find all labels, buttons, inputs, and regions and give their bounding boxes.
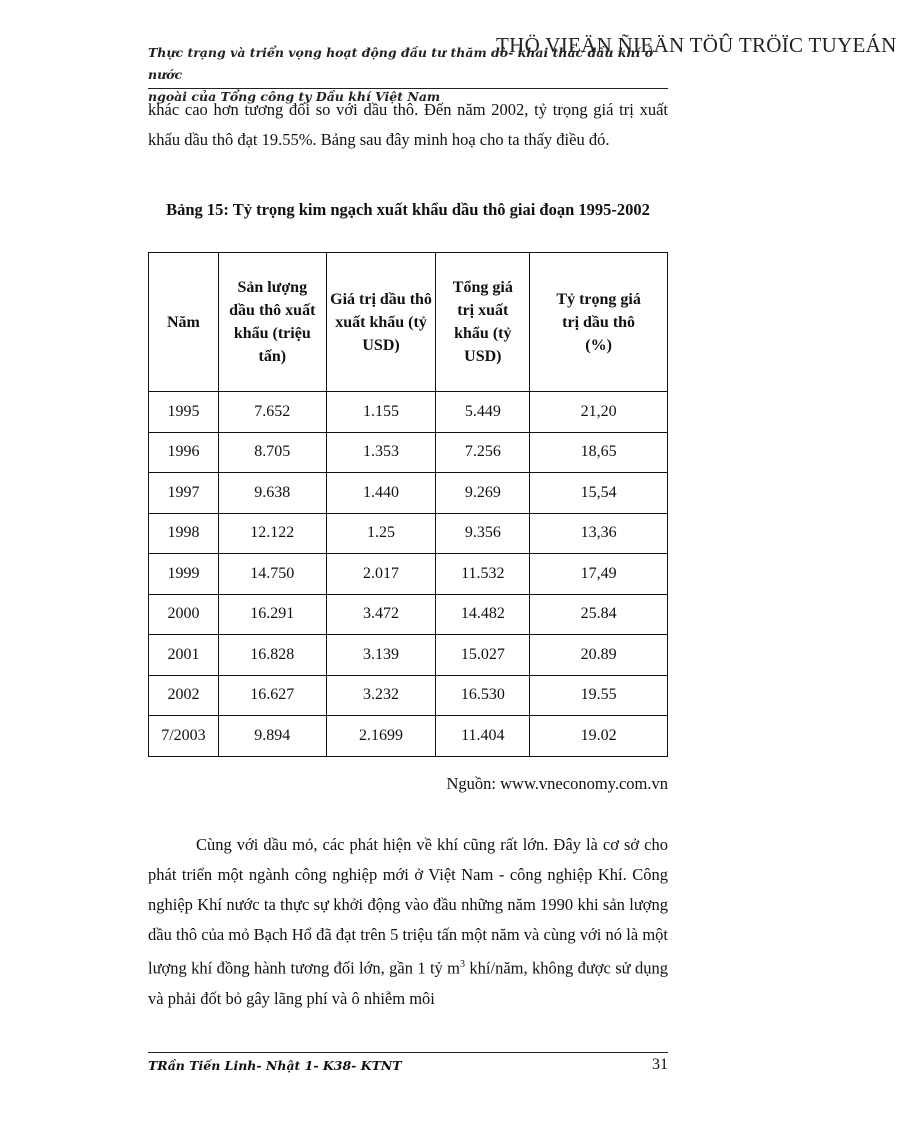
table-cell: 5.449 xyxy=(436,392,530,433)
table-cell: 7.256 xyxy=(436,432,530,473)
table-row xyxy=(149,675,668,716)
table-cell: 1999 xyxy=(149,554,219,595)
page-number: 31 xyxy=(652,1056,668,1073)
table-cell: 14.482 xyxy=(436,594,530,635)
table-cell: 20.89 xyxy=(530,635,668,676)
table-cell: 2.1699 xyxy=(326,716,436,757)
table-cell: 16.627 xyxy=(218,675,326,716)
table-cell: 18,65 xyxy=(530,432,668,473)
table-row xyxy=(149,473,668,514)
table-cell: 25.84 xyxy=(530,594,668,635)
table-cell: 21,20 xyxy=(530,392,668,433)
table-cell: 2000 xyxy=(149,594,219,635)
header-year: Năm xyxy=(149,253,219,392)
header-total-export: Tổng giá trị xuất khẩu (tỷ USD) xyxy=(436,253,530,392)
table-row xyxy=(149,392,668,433)
table-cell: 15,54 xyxy=(530,473,668,514)
header-share: Tỷ trọng giá trị dầu thô (%) xyxy=(530,253,668,392)
table-cell: 1.440 xyxy=(326,473,436,514)
header-divider xyxy=(148,88,668,89)
table-cell: 3.232 xyxy=(326,675,436,716)
export-share-table xyxy=(148,252,668,757)
table-cell: 1997 xyxy=(149,473,219,514)
table-cell: 3.139 xyxy=(326,635,436,676)
header-export-value: Giá trị dầu thô xuất khẩu (tỷ USD) xyxy=(326,253,436,392)
table-cell: 2002 xyxy=(149,675,219,716)
table-row xyxy=(149,716,668,757)
table-cell: 11.404 xyxy=(436,716,530,757)
table-cell: 12.122 xyxy=(218,513,326,554)
table-cell: 14.750 xyxy=(218,554,326,595)
table-source: Nguồn: www.vneconomy.com.vn xyxy=(446,774,668,793)
table-row xyxy=(149,554,668,595)
paragraph-bottom xyxy=(148,830,668,1014)
table-cell: 1998 xyxy=(149,513,219,554)
table-cell: 11.532 xyxy=(436,554,530,595)
table-cell: 17,49 xyxy=(530,554,668,595)
table-cell: 7.652 xyxy=(218,392,326,433)
table-cell: 1995 xyxy=(149,392,219,433)
table-cell: 7/2003 xyxy=(149,716,219,757)
table-caption: Bảng 15: Tỷ trọng kim ngạch xuất khẩu dầu thô giai đoạn 1995-2002 xyxy=(166,200,650,219)
table-cell: 9.894 xyxy=(218,716,326,757)
table-cell: 9.356 xyxy=(436,513,530,554)
watermark-text: THÖ VIEÄN ÑIEÄN TÖÛ TRÖÏC TUYEÁN xyxy=(496,33,897,57)
header-line-1: Thực trạng và triển vọng hoạt động đầu tư thăm dò- khai thác dầu khí ở nước xyxy=(148,45,653,82)
table-body xyxy=(149,392,668,757)
table-row xyxy=(149,432,668,473)
paragraph-top: khác cao hơn tương đối so với dầu thô. Đến năm 2002, tỷ trọng giá trị xuất khẩu dầu thô đạt 19.55%. Bảng sau đây minh hoạ cho ta thấy điều đó. xyxy=(148,100,668,149)
table-row xyxy=(149,635,668,676)
table-cell: 19.02 xyxy=(530,716,668,757)
table-cell: 1996 xyxy=(149,432,219,473)
table-cell: 13,36 xyxy=(530,513,668,554)
table-cell: 2001 xyxy=(149,635,219,676)
table-cell: 1.353 xyxy=(326,432,436,473)
paragraph-bottom-end: khí/năm, không được sử dụng và phải đốt bỏ gây lãng phí và ô nhiễm môi xyxy=(148,958,668,1008)
table-row xyxy=(149,594,668,635)
table-cell: 19.55 xyxy=(530,675,668,716)
table-cell: 16.291 xyxy=(218,594,326,635)
footer-author: TRần Tiến Linh- Nhật 1- K38- KTNT xyxy=(148,1058,402,1073)
footer-divider xyxy=(148,1052,668,1053)
table-cell: 16.828 xyxy=(218,635,326,676)
table-row xyxy=(149,513,668,554)
table-header-row xyxy=(149,253,668,392)
header-output: Sản lượng dầu thô xuất khẩu (triệu tấn) xyxy=(218,253,326,392)
header-line-2: ngoài của Tổng công ty Dầu khí Việt Nam xyxy=(148,89,441,104)
paragraph-bottom-text: Cùng với dầu mỏ, các phát hiện về khí cũng rất lớn. Đây là cơ sở cho phát triển một ngành công nghiệp mới ở Việt Nam - công nghiệp Khí. Công nghiệp Khí nước ta thực sự khởi động vào đầu những năm 1990 khi sản lượng dầu thô của mỏ Bạch Hổ đã đạt trên 5 triệu tấn một năm và cùng với nó là một lượng khí đồng hành tương đối lớn, gần 1 tỷ m xyxy=(148,835,668,978)
table-cell: 1.155 xyxy=(326,392,436,433)
table-cell: 9.638 xyxy=(218,473,326,514)
superscript-exponent: 3 xyxy=(460,959,466,970)
table-cell: 16.530 xyxy=(436,675,530,716)
table-cell: 1.25 xyxy=(326,513,436,554)
table-cell: 9.269 xyxy=(436,473,530,514)
table-cell: 3.472 xyxy=(326,594,436,635)
table-cell: 15.027 xyxy=(436,635,530,676)
table-cell: 8.705 xyxy=(218,432,326,473)
table-cell: 2.017 xyxy=(326,554,436,595)
